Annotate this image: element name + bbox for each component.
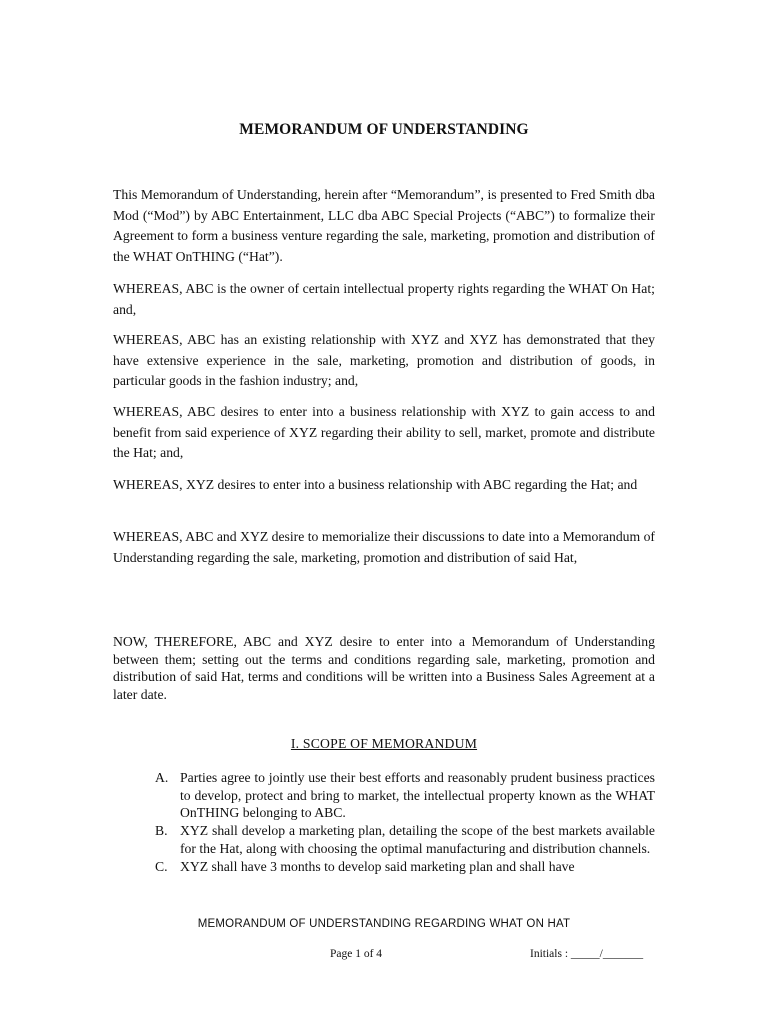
document-title: MEMORANDUM OF UNDERSTANDING (239, 121, 529, 138)
list-marker: A. (155, 770, 169, 785)
whereas-paragraph-3: WHEREAS, ABC desires to enter into a business relationship with XYZ to gain access to and benefit from said experience of XYZ regarding their ability to sell, market, promote and distribute the Hat; and, (113, 404, 655, 460)
list-marker: C. (155, 858, 168, 874)
whereas-paragraph-2: WHEREAS, ABC has an existing relationship with XYZ and XYZ has demonstrated that they have extensive experience in the sale, marketing, promotion and distribution of goods, in particular goods in the fashion industry; and, (113, 332, 655, 388)
list-item-text: XYZ shall have 3 months to develop said marketing plan and shall have (180, 858, 575, 874)
list-item-text: XYZ shall develop a marketing plan, detailing the scope of the best markets available for the Hat, along with choosing the optimal manufacturing and distribution channels. (180, 823, 655, 856)
section-heading-scope: I. SCOPE OF MEMORANDUM (290, 736, 478, 751)
list-marker: B. (155, 823, 168, 839)
whereas-paragraph-5: WHEREAS, ABC and XYZ desire to memorialize their discussions to date into a Memorandum of Understanding regarding the sale, marketing, promotion and distribution of said Hat, (113, 529, 655, 565)
footer-title: MEMORANDUM OF UNDERSTANDING REGARDING WHAT ON HAT (197, 918, 571, 930)
list-item (155, 822, 655, 857)
whereas-paragraph-4: WHEREAS, XYZ desires to enter into a business relationship with ABC regarding the Hat; and (113, 477, 638, 492)
list-item-text: Parties agree to jointly use their best efforts and reasonably prudent business practices to develop, protect and bring to market, the intellectual property known as the WHAT OnTHING belonging to ABC. (180, 770, 655, 821)
now-therefore-paragraph: NOW, THEREFORE, ABC and XYZ desire to enter into a Memorandum of Understanding between them; setting out the terms and conditions regarding sale, marketing, promotion and distribution of said Hat, terms and conditions will be written into a Business Sales Agreement at a later date. (113, 634, 655, 703)
scope-list (155, 769, 655, 875)
list-item (155, 769, 655, 822)
page-number: Page 1 of 4 (330, 948, 383, 960)
intro-paragraph: This Memorandum of Understanding, herein after “Memorandum”, is presented to Fred Smith dba Mod (“Mod”) by ABC Entertainment, LLC dba ABC Special Projects (“ABC”) to formalize their Agreement to form a business venture regarding the sale, marketing, promotion and distribution of the WHAT OnTHING (“Hat”). (113, 187, 655, 264)
list-item (155, 858, 655, 876)
whereas-paragraph-1: WHEREAS, ABC is the owner of certain intellectual property rights regarding the WHAT On Hat; and, (113, 281, 655, 317)
initials-field: Initials : _____/_______ (530, 948, 644, 960)
